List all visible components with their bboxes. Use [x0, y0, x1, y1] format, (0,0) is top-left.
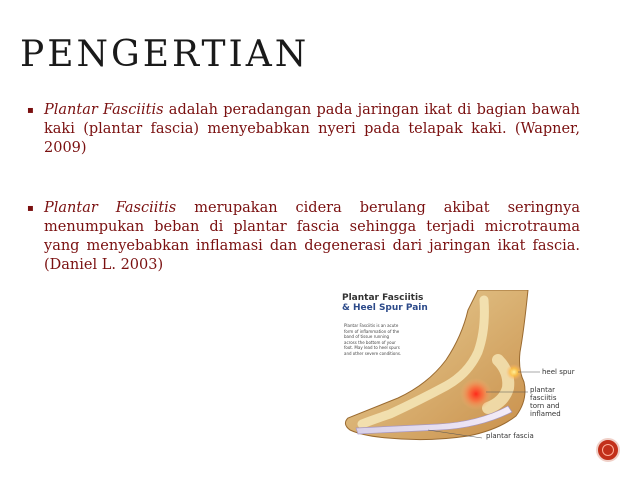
label-heel-spur: heel spur: [542, 368, 575, 376]
figure-title: Plantar Fasciitis & Heel Spur Pain: [342, 293, 428, 313]
bullet-text: adalah peradangan pada jaringan ikat di bagian bawah kaki (plantar fascia) menyebabkan nyeri pada telapak kaki. (Wapner, 2009): [44, 102, 581, 156]
figure-caption: Plantar Fasciitis is an acute form of inflammation of the band of tissue running across the bottom of your foot. May lead to heel spurs and other severe conditions.: [344, 323, 402, 356]
inflammation-highlight: [460, 378, 492, 410]
next-slide-button[interactable]: [596, 438, 620, 462]
circle-icon: [602, 444, 614, 456]
figure-subtitle: Heel Spur Pain: [352, 303, 428, 313]
label-plantar-fasciitis: plantar fasciitis torn and inflamed: [530, 386, 561, 418]
bullet-marker: ▪: [27, 105, 34, 116]
bullet-marker: ▪: [27, 203, 34, 214]
label-plantar-fascia: plantar fascia: [486, 432, 534, 440]
bullet-item-1: [27, 101, 581, 158]
bullet-term: Plantar Fasciitis: [44, 200, 177, 216]
bullet-item-2: [27, 199, 580, 275]
bullet-text: merupakan cidera berulang akibat seringnya menumpukan beban di plantar fascia sehingga terjadi microtrauma yang menyebabkan inflamasi dan degenerasi dari jaringan ikat fascia. (Daniel L. 2003): [44, 200, 580, 273]
bullet-term: Plantar Fasciitis: [44, 102, 164, 118]
foot-anatomy-figure: [328, 290, 576, 465]
foot-illustration: [328, 290, 576, 465]
slide-title: PENGERTIAN: [20, 34, 310, 75]
